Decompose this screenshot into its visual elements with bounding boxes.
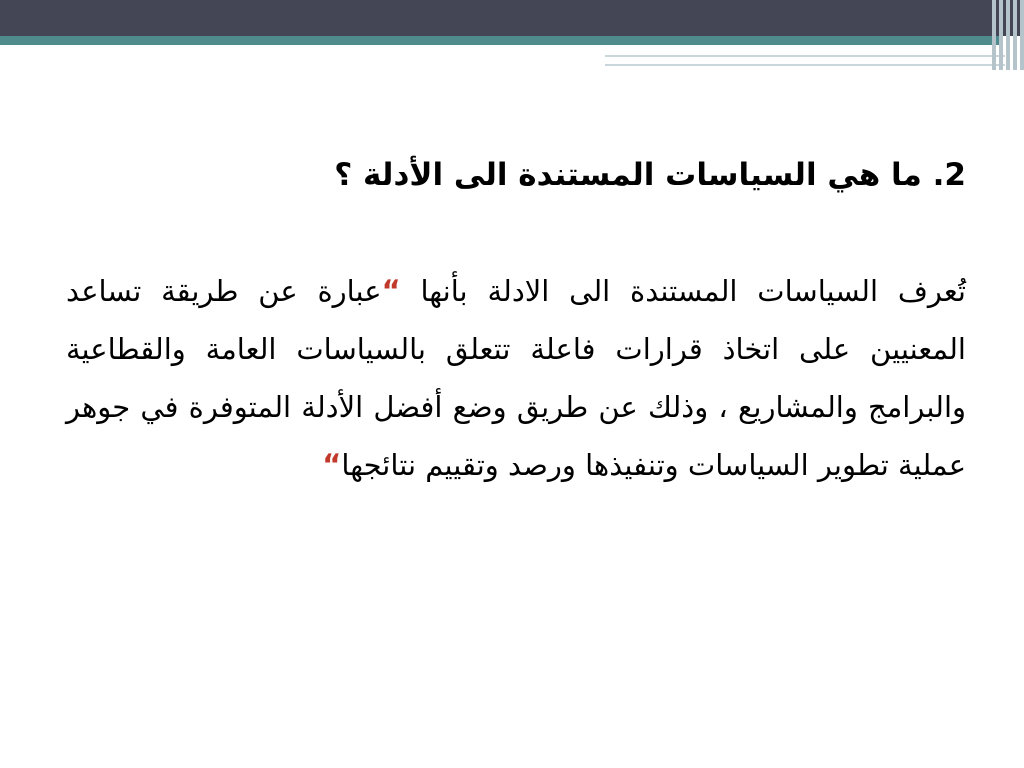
decorative-bar xyxy=(1013,0,1017,70)
decorative-bar xyxy=(999,0,1003,70)
decorative-bar xyxy=(1006,0,1010,70)
decorative-bar xyxy=(992,0,996,70)
decorative-vertical-bars xyxy=(990,0,1024,70)
slide-title: 2. ما هي السياسات المستندة الى الأدلة ؟ xyxy=(334,157,966,193)
slide-body-text xyxy=(66,262,966,494)
header-thin-line xyxy=(605,55,1005,57)
open-quote-mark: “ xyxy=(381,274,401,308)
close-quote-mark: “ xyxy=(322,448,342,482)
body-quoted-text: عبارة عن طريقة تساعد المعنيين على اتخاذ قرارات فاعلة تتعلق بالسياسات العامة والقطاعية والبرامج والمشاريع ، وذلك عن طريق وضع أفضل الأدلة المتوفرة في جوهر عملية تطوير السياسات وتنفيذها ورصد وتقييم نتائجها xyxy=(66,274,966,482)
decorative-bar xyxy=(1020,0,1024,70)
header-thin-line xyxy=(605,64,1005,66)
header-accent-line xyxy=(0,36,1000,45)
header-band xyxy=(0,0,1024,36)
body-intro-text: تُعرف السياسات المستندة الى الادلة بأنها xyxy=(400,274,966,308)
